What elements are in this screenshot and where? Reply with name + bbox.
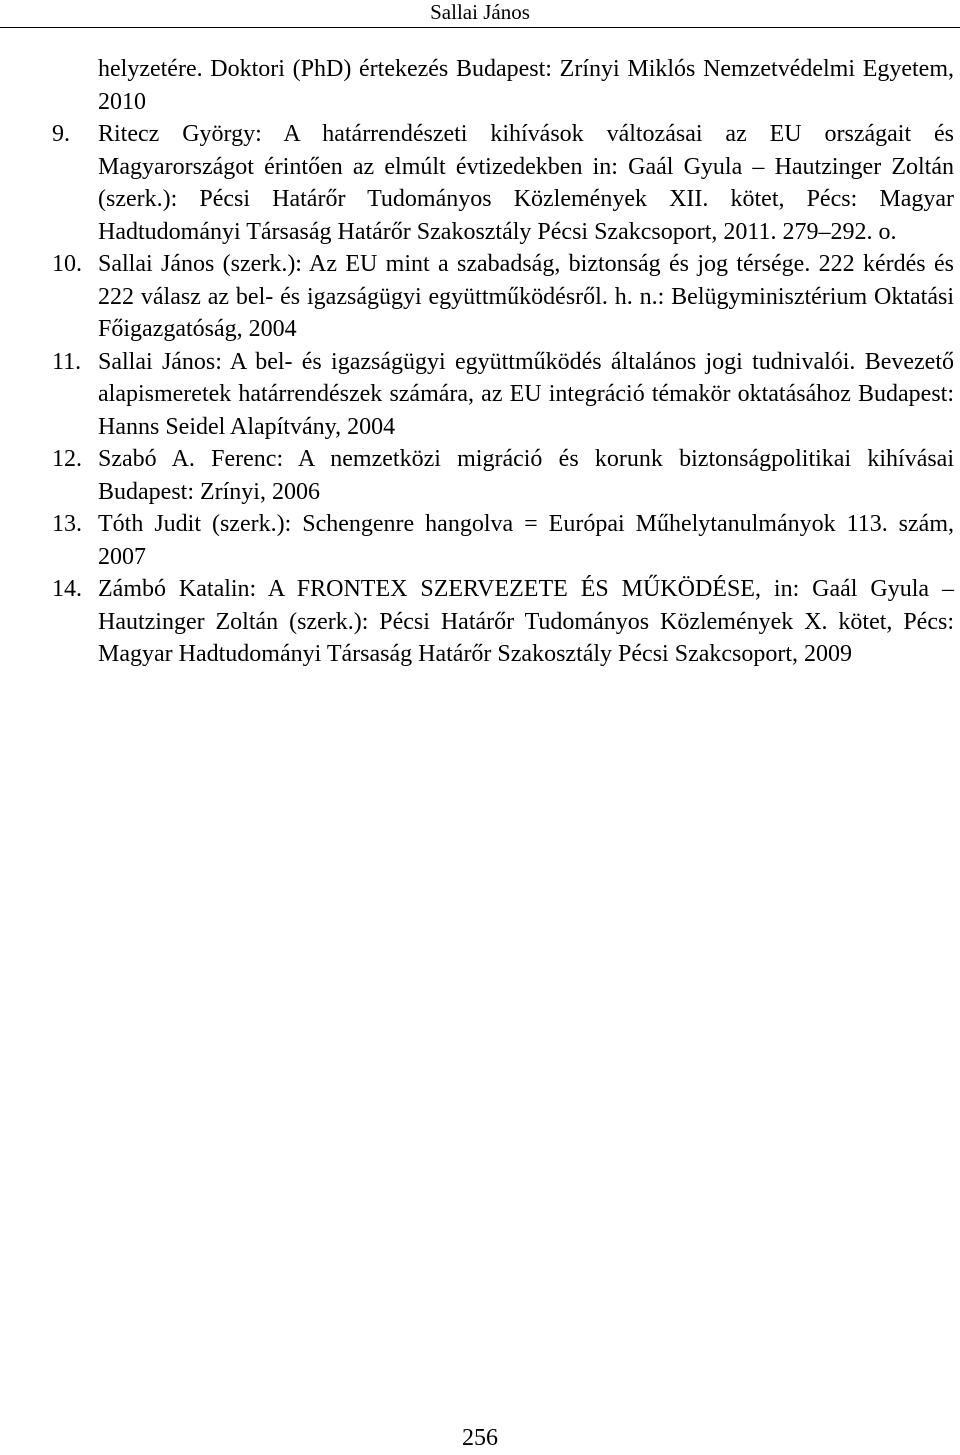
reference-item <box>52 53 954 118</box>
reference-number: 11. <box>52 348 82 375</box>
page-number: 256 <box>462 1425 498 1451</box>
reference-item <box>52 443 954 508</box>
reference-text: Ritecz György: A határrendészeti kihívások változásai az EU országait és Magyarországot érintően az elmúlt évtizedekben in: Gaál Gyula – Hautzinger Zoltán (szerk.): Pécsi Határőr Tudományos Közlemények XII. kötet, Pécs: Magyar Hadtudományi Társaság Határőr Szakosztály Pécsi Szakcsoport, 2011. 279–292. o. <box>98 121 954 245</box>
reference-item <box>52 573 954 671</box>
running-header-title: Sallai János <box>430 0 530 24</box>
reference-text: Zámbó Katalin: A FRONTEX SZERVEZETE ÉS MŰKÖDÉSE, in: Gaál Gyula – Hautzinger Zoltán (szerk.): Pécsi Határőr Tudományos Közlemények X. kötet, Pécs: Magyar Hadtudományi Társaság Határőr Szakosztály Pécsi Szakcsoport, 2009 <box>98 576 954 667</box>
reference-item <box>52 508 954 573</box>
running-header <box>0 0 960 28</box>
reference-list <box>52 53 954 671</box>
reference-number: 13. <box>52 511 82 537</box>
reference-text: Tóth Judit (szerk.): Schengenre hangolva = Európai Műhelytanulmányok 113. szám, 2007 <box>98 511 954 570</box>
reference-text: Sallai János (szerk.): Az EU mint a szabadság, biztonság és jog térsége. 222 kérdés és 222 válasz az bel- és igazságügyi együttműködésről. h. n.: Belügyminisztérium Oktatási Főigazgatóság, 2004 <box>98 251 954 342</box>
reference-number: 14. <box>52 576 82 602</box>
reference-item <box>52 248 954 346</box>
reference-text: Szabó A. Ferenc: A nemzetközi migráció és korunk biztonságpolitikai kihívásai Budapest: Zrínyi, 2006 <box>98 446 954 505</box>
reference-number: 9. <box>52 121 70 147</box>
reference-text: Sallai János: A bel- és igazságügyi együttműködés általános jogi tudnivalói. Bevezető alapismeretek határrendészek számára, az EU integráció témakör oktatásához Budapest: Hanns Seidel Alapítvány, 2004 <box>98 348 954 440</box>
reference-text: helyzetére. Doktori (PhD) értekezés Budapest: Zrínyi Miklós Nemzetvédelmi Egyetem, 2010 <box>98 56 954 115</box>
reference-number: 10. <box>52 251 82 277</box>
reference-number: 12. <box>52 446 82 472</box>
reference-item <box>52 118 954 248</box>
reference-item <box>52 346 954 444</box>
